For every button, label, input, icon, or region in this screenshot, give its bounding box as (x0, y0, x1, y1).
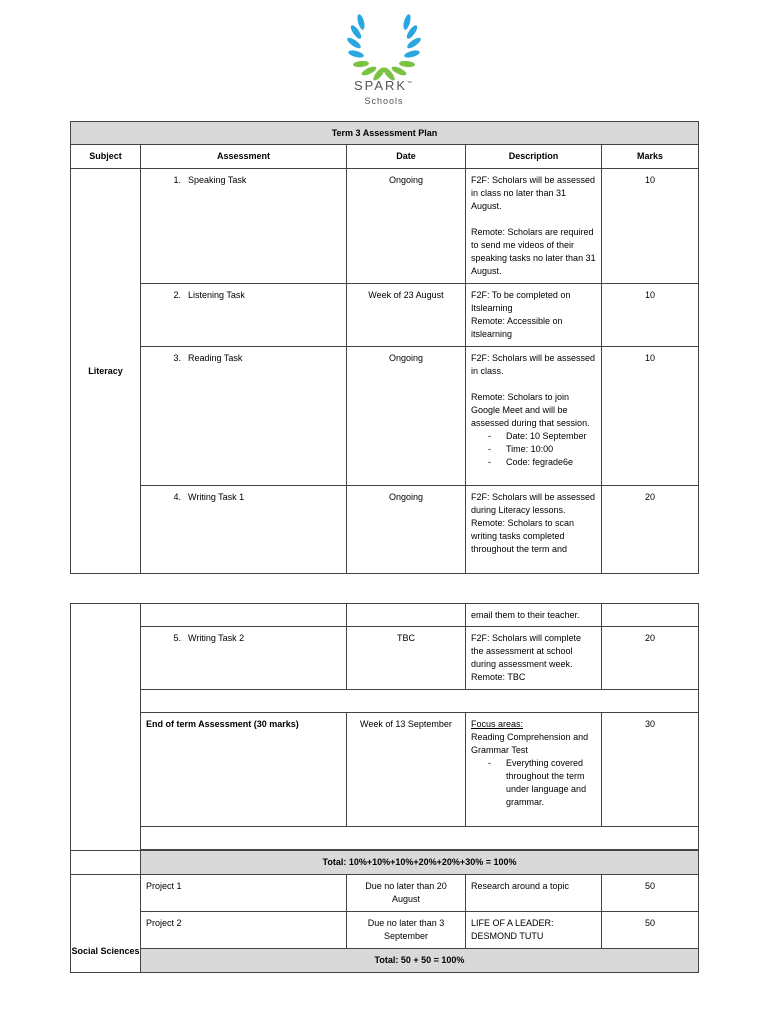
list-item: - Everything covered throughout the term under language and grammar. (471, 757, 596, 809)
marks-value: 20 (602, 627, 699, 690)
col-header-assessment: Assessment (141, 145, 347, 169)
description-text: F2F: To be completed on Itslearning (471, 290, 571, 313)
assessment-name: Project 2 (141, 912, 347, 949)
laurel-leaf (399, 60, 415, 67)
assessment-date: Ongoing (347, 347, 466, 486)
description-text: Remote: Scholars to scan writing tasks completed throughout the term and (471, 518, 575, 554)
table-row-empty (71, 827, 699, 850)
table-row (71, 604, 699, 627)
list-item: - Date: 10 September (471, 430, 596, 443)
table-title: Term 3 Assessment Plan (71, 122, 699, 145)
description-text: Remote: Accessible on itslearning (471, 316, 563, 339)
marks-value: 10 (602, 169, 699, 284)
description-text: Research around a topic (466, 875, 602, 912)
description-text: Reading Comprehension and Grammar Test (471, 732, 589, 755)
table-row (71, 284, 699, 347)
row-number: 5. (173, 633, 181, 643)
table-row (71, 486, 699, 574)
subject-literacy-continued (71, 604, 141, 851)
col-header-marks: Marks (602, 145, 699, 169)
description-text: Remote: TBC (471, 672, 526, 682)
table-row (71, 347, 699, 486)
laurel-leaf (347, 49, 364, 59)
brand-name: SPARK™ (353, 78, 415, 93)
description-text: F2F: Scholars will complete the assessment at school during assessment week. (471, 633, 582, 669)
table-row-total (71, 949, 699, 973)
table-row (71, 713, 699, 827)
marks-value: 50 (602, 875, 699, 912)
laurel-leaf (402, 14, 412, 31)
focus-areas-label: Focus areas: (471, 719, 524, 729)
subject-social-sciences: Social Sciences (71, 875, 141, 973)
description-text: F2F: Scholars will be assessed in class no later than 31 August. (471, 175, 596, 211)
assessment-date: Ongoing (347, 486, 466, 574)
table-row (71, 912, 699, 949)
description-text: Remote: Scholars to join Google Meet and will be assessed during that session. (471, 392, 590, 428)
description-text: email them to their teacher. (466, 604, 602, 627)
table-row-total (71, 851, 699, 875)
marks-value: 50 (602, 912, 699, 949)
assessment-date: Due no later than 3 September (347, 912, 466, 949)
assessment-name: Writing Task 2 (188, 633, 245, 643)
session-details-list (471, 430, 596, 469)
assessment-name: Writing Task 1 (188, 492, 245, 502)
list-item: - Code: fegrade6e (471, 456, 596, 469)
assessment-date: Ongoing (347, 169, 466, 284)
col-header-date: Date (347, 145, 466, 169)
marks-value: 20 (602, 486, 699, 574)
marks-value: 30 (602, 713, 699, 827)
assessment-date: Due no later than 20 August (347, 875, 466, 912)
literacy-total: Total: 10%+10%+10%+20%+20%+30% = 100% (141, 851, 699, 875)
table-row (71, 875, 699, 912)
assessment-name: Speaking Task (188, 175, 247, 185)
assessment-name: Project 1 (141, 875, 347, 912)
assessment-name: Listening Task (188, 290, 245, 300)
row-number: 1. (173, 175, 181, 185)
description-text: F2F: Scholars will be assessed in class. (471, 353, 596, 376)
assessment-plan-continued-table (70, 603, 699, 973)
table-row (71, 627, 699, 690)
laurel-leaf (356, 14, 366, 31)
marks-value: 10 (602, 284, 699, 347)
social-sciences-total: Total: 50 + 50 = 100% (141, 949, 699, 973)
assessment-date: Week of 13 September (347, 713, 466, 827)
col-header-subject: Subject (71, 145, 141, 169)
laurel-leaf (353, 60, 369, 67)
assessment-plan-table (70, 121, 699, 574)
subject-literacy: Literacy (71, 169, 141, 574)
assessment-date: Week of 23 August (347, 284, 466, 347)
row-number: 4. (173, 492, 181, 502)
brand-subtitle: Schools (364, 96, 404, 106)
table-row (71, 169, 699, 284)
laurel-leaf (403, 49, 420, 59)
description-text: Remote: Scholars are required to send me videos of their speaking tasks no later than 31 August. (471, 227, 596, 276)
assessment-date: TBC (347, 627, 466, 690)
description-text: LIFE OF A LEADER: DESMOND TUTU (466, 912, 602, 949)
row-number: 3. (173, 353, 181, 363)
marks-value: 10 (602, 347, 699, 486)
list-item: - Time: 10:00 (471, 443, 596, 456)
col-header-description: Description (466, 145, 602, 169)
row-number: 2. (173, 290, 181, 300)
assessment-name: End of term Assessment (30 marks) (141, 713, 347, 827)
table-row-empty (71, 690, 699, 713)
description-text: F2F: Scholars will be assessed during Literacy lessons. (471, 492, 596, 515)
assessment-name: Reading Task (188, 353, 243, 363)
